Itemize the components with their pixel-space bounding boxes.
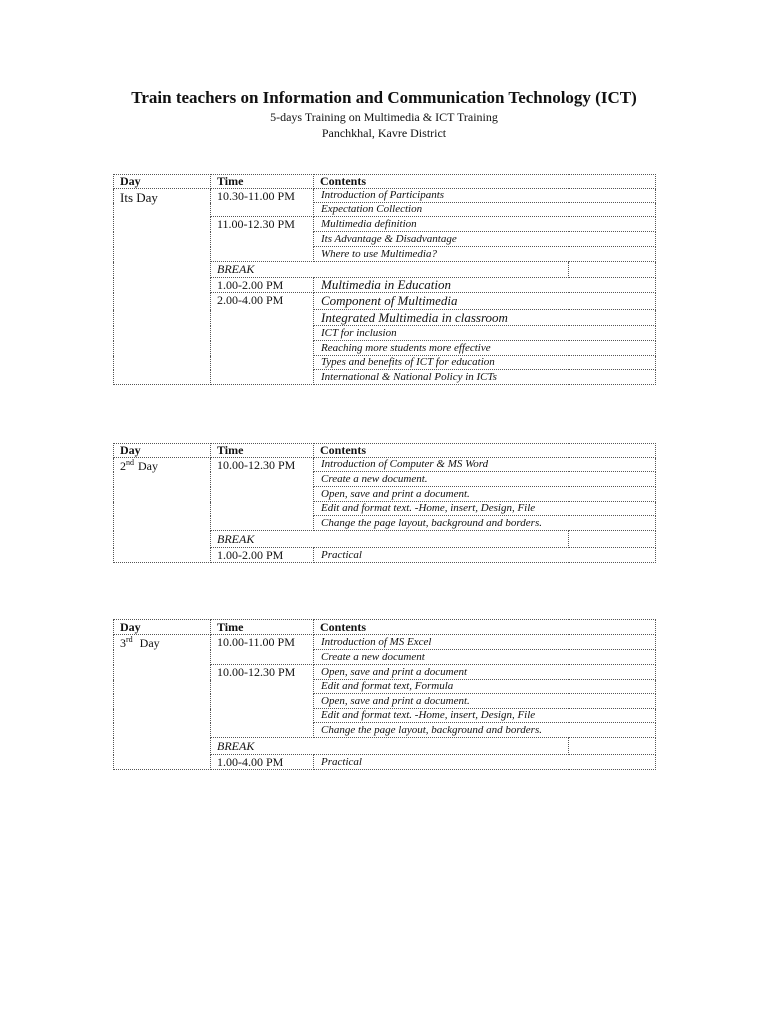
- content-item: Change the page layout, background and borders.: [314, 516, 656, 531]
- break-label: BREAK: [211, 262, 569, 278]
- content-item: Where to use Multimedia?: [314, 247, 656, 262]
- content-item: Practical: [314, 548, 656, 563]
- header-time: Time: [211, 444, 314, 458]
- session-time: 1.00-2.00 PM: [211, 548, 314, 563]
- header-day: Day: [114, 444, 211, 458]
- content-item: Its Advantage & Disadvantage: [314, 232, 656, 247]
- document-location: Panchkhal, Kavre District: [321, 126, 447, 140]
- day-label: Its Day: [114, 189, 211, 385]
- break-label: BREAK: [211, 531, 569, 548]
- content-item: Open, save and print a document.: [314, 694, 656, 709]
- content-item: Create a new document: [314, 650, 656, 665]
- header-day: Day: [114, 620, 211, 635]
- day-suffix: nd: [126, 458, 134, 467]
- schedule-table-day-1: [113, 174, 656, 385]
- table-header-row: [114, 444, 656, 458]
- header-day: Day: [114, 175, 211, 189]
- day-label: [114, 458, 211, 563]
- session-time: 11.00-12.30 PM: [211, 217, 314, 262]
- document-title: Train teachers on Information and Communication Technology (ICT): [131, 88, 637, 107]
- content-item: Introduction of Participants: [314, 189, 656, 203]
- schedule-table-day-2: [113, 443, 656, 563]
- table-row: [114, 635, 656, 650]
- content-item: Edit and format text. -Home, insert, Design, File: [314, 709, 656, 723]
- content-item: Component of Multimedia: [314, 293, 656, 310]
- day-number: 2: [120, 459, 126, 473]
- content-item: Edit and format text. -Home, insert, Design, File: [314, 502, 656, 516]
- table-header-row: [114, 175, 656, 189]
- header-time: Time: [211, 620, 314, 635]
- content-item: Introduction of MS Excel: [314, 635, 656, 650]
- document-subtitle: 5-days Training on Multimedia & ICT Training: [270, 110, 498, 124]
- content-item: Edit and format text, Formula: [314, 680, 656, 694]
- session-time: 10.00-12.30 PM: [211, 458, 314, 531]
- content-item: Open, save and print a document: [314, 665, 656, 680]
- break-label: BREAK: [211, 738, 569, 755]
- table-row: [114, 189, 656, 203]
- content-item: Practical: [314, 755, 656, 770]
- day-word: Day: [138, 459, 158, 473]
- header-contents: Contents: [314, 620, 656, 635]
- table-header-row: [114, 620, 656, 635]
- content-item: Reaching more students more effective: [314, 341, 656, 356]
- content-item: Change the page layout, background and borders.: [314, 723, 656, 738]
- header-contents: Contents: [314, 444, 656, 458]
- break-blank-cell: [569, 738, 656, 755]
- content-item: Types and benefits of ICT for education: [314, 356, 656, 370]
- session-time: 2.00-4.00 PM: [211, 293, 314, 385]
- day-number: 3: [120, 636, 126, 650]
- content-item: ICT for inclusion: [314, 326, 656, 341]
- day-label: [114, 635, 211, 770]
- content-item: Integrated Multimedia in classroom: [314, 310, 656, 326]
- content-item: Introduction of Computer & MS Word: [314, 458, 656, 472]
- schedule-table-day-3: [113, 619, 656, 770]
- table-row: [114, 458, 656, 472]
- content-item: Expectation Collection: [314, 203, 656, 217]
- break-blank-cell: [569, 531, 656, 548]
- content-item: International & National Policy in ICTs: [314, 370, 656, 385]
- content-item: Multimedia definition: [314, 217, 656, 232]
- day-suffix: rd: [126, 635, 133, 644]
- header-time: Time: [211, 175, 314, 189]
- session-time: 10.30-11.00 PM: [211, 189, 314, 217]
- content-item: Create a new document.: [314, 472, 656, 487]
- session-time: 10.00-12.30 PM: [211, 665, 314, 738]
- session-time: 10.00-11.00 PM: [211, 635, 314, 665]
- break-blank-cell: [569, 262, 656, 278]
- content-item: Open, save and print a document.: [314, 487, 656, 502]
- content-item: Multimedia in Education: [314, 278, 656, 293]
- session-time: 1.00-4.00 PM: [211, 755, 314, 770]
- header-contents: Contents: [314, 175, 656, 189]
- day-word: Day: [139, 636, 160, 650]
- session-time: 1.00-2.00 PM: [211, 278, 314, 293]
